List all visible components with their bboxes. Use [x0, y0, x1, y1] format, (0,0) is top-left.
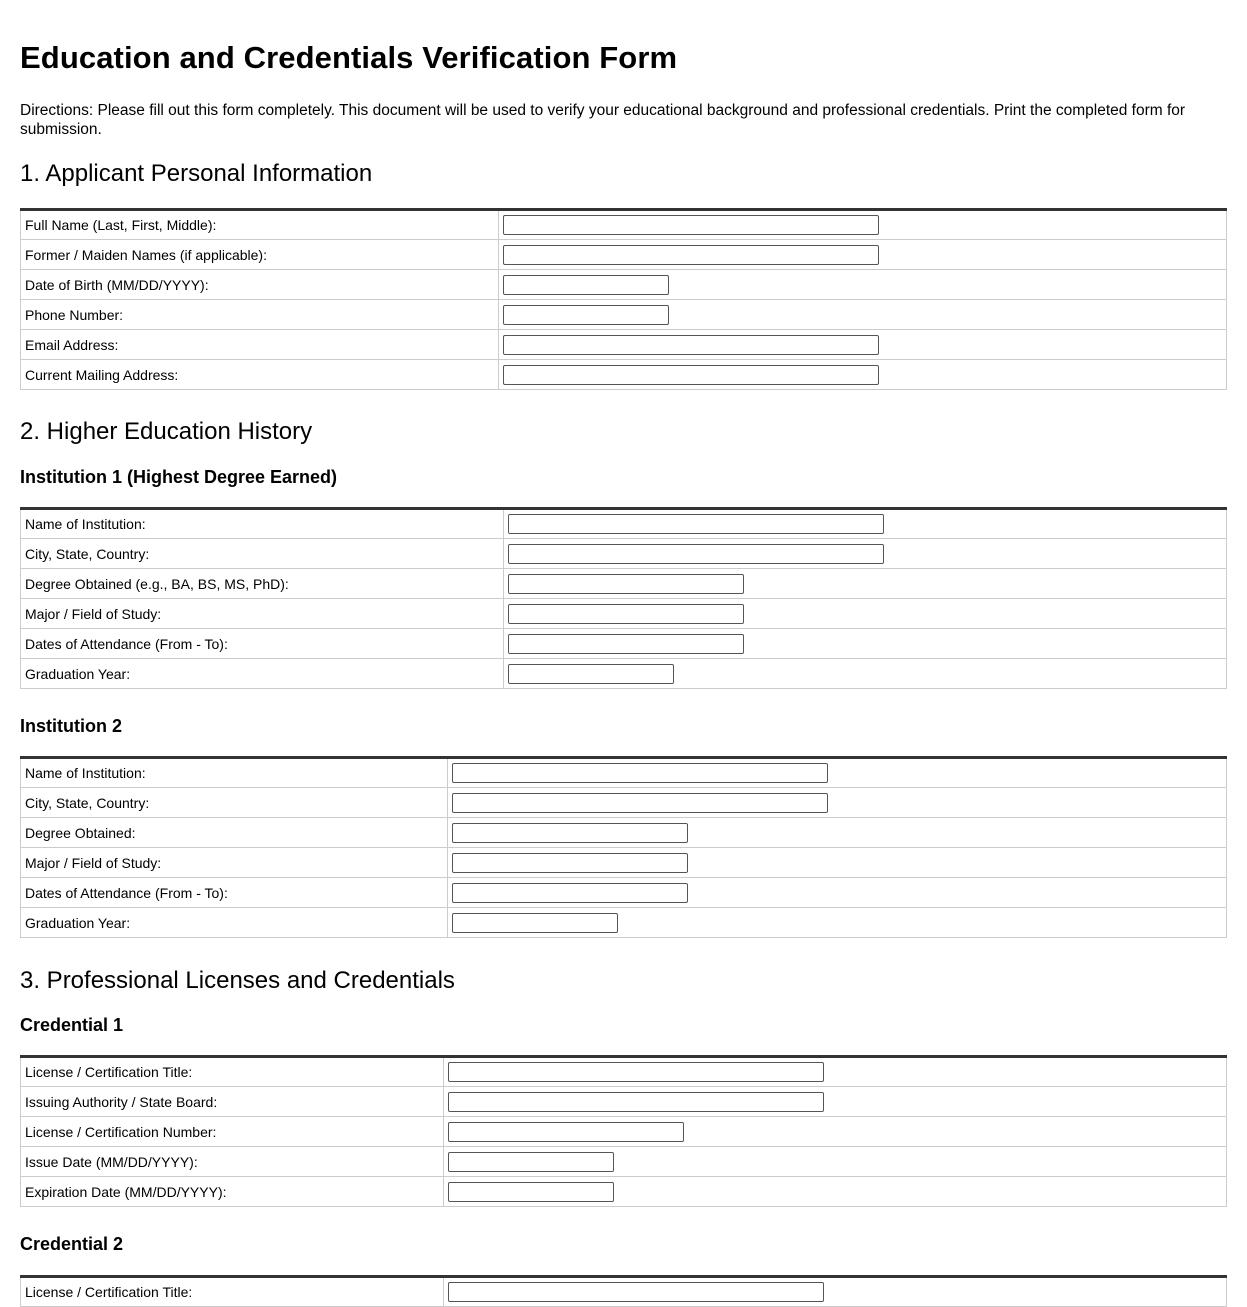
field-label: Name of Institution:: [21, 758, 448, 788]
field-label: Major / Field of Study:: [21, 848, 448, 878]
field-label: Phone Number:: [21, 300, 499, 330]
field-cell: [448, 908, 1227, 938]
field-cell: [499, 330, 1227, 360]
field-label: Major / Field of Study:: [21, 599, 504, 629]
text-input[interactable]: [503, 215, 879, 235]
field-cell: [444, 1177, 1227, 1207]
applicant-info-table: [20, 208, 1227, 390]
field-label: City, State, Country:: [21, 539, 504, 569]
field-label: Date of Birth (MM/DD/YYYY):: [21, 270, 499, 300]
directions-text: Directions: Please fill out this form completely. This document will be used to verify your educational background and professional credentials. Print the completed form for submission.: [20, 102, 1186, 138]
field-cell: [444, 1087, 1227, 1117]
field-cell: [504, 629, 1227, 659]
text-input[interactable]: [508, 544, 884, 564]
field-label: Graduation Year:: [21, 908, 448, 938]
field-cell: [504, 539, 1227, 569]
text-input[interactable]: [452, 793, 828, 813]
form-row: [21, 1277, 1227, 1307]
institution-2-table: [20, 756, 1227, 938]
text-input[interactable]: [448, 1062, 824, 1082]
field-label: City, State, Country:: [21, 788, 448, 818]
field-label: Name of Institution:: [21, 509, 504, 539]
institution-1-heading: Institution 1 (Highest Degree Earned): [20, 467, 338, 487]
field-cell: [448, 758, 1227, 788]
field-cell: [504, 509, 1227, 539]
text-input[interactable]: [503, 305, 669, 325]
text-input[interactable]: [503, 245, 879, 265]
form-row: [21, 758, 1227, 788]
text-input[interactable]: [503, 365, 879, 385]
text-input[interactable]: [452, 853, 688, 873]
form-row: [21, 1147, 1227, 1177]
text-input[interactable]: [448, 1182, 614, 1202]
field-cell: [444, 1277, 1227, 1307]
field-cell: [444, 1147, 1227, 1177]
form-row: [21, 818, 1227, 848]
field-cell: [499, 210, 1227, 240]
page-title: Education and Credentials Verification Form: [20, 40, 678, 75]
section-heading-education: 2. Higher Education History: [20, 418, 313, 445]
text-input[interactable]: [448, 1282, 824, 1302]
field-cell: [499, 360, 1227, 390]
field-label: Former / Maiden Names (if applicable):: [21, 240, 499, 270]
field-label: Full Name (Last, First, Middle):: [21, 210, 499, 240]
field-label: Issue Date (MM/DD/YYYY):: [21, 1147, 444, 1177]
field-cell: [504, 599, 1227, 629]
form-row: [21, 1057, 1227, 1087]
text-input[interactable]: [452, 823, 688, 843]
form-row: [21, 908, 1227, 938]
form-row: [21, 270, 1227, 300]
text-input[interactable]: [452, 763, 828, 783]
text-input[interactable]: [508, 604, 744, 624]
field-cell: [504, 569, 1227, 599]
credential-2-heading: Credential 2: [20, 1234, 124, 1254]
text-input[interactable]: [508, 664, 674, 684]
form-row: [21, 569, 1227, 599]
field-label: Degree Obtained:: [21, 818, 448, 848]
institution-2-heading: Institution 2: [20, 716, 122, 736]
text-input[interactable]: [503, 275, 669, 295]
form-row: [21, 240, 1227, 270]
text-input[interactable]: [508, 634, 744, 654]
form-row: [21, 360, 1227, 390]
field-label: Dates of Attendance (From - To):: [21, 878, 448, 908]
field-cell: [448, 818, 1227, 848]
form-row: [21, 878, 1227, 908]
field-label: Graduation Year:: [21, 659, 504, 689]
field-label: Issuing Authority / State Board:: [21, 1087, 444, 1117]
field-label: License / Certification Title:: [21, 1057, 444, 1087]
field-cell: [444, 1057, 1227, 1087]
form-row: [21, 599, 1227, 629]
field-cell: [499, 270, 1227, 300]
form-row: [21, 659, 1227, 689]
text-input[interactable]: [452, 883, 688, 903]
field-cell: [499, 300, 1227, 330]
text-input[interactable]: [452, 913, 618, 933]
field-cell: [504, 659, 1227, 689]
field-cell: [448, 788, 1227, 818]
form-row: [21, 788, 1227, 818]
field-label: Dates of Attendance (From - To):: [21, 629, 504, 659]
text-input[interactable]: [503, 335, 879, 355]
field-label: Expiration Date (MM/DD/YYYY):: [21, 1177, 444, 1207]
field-cell: [448, 848, 1227, 878]
form-row: [21, 330, 1227, 360]
field-cell: [448, 878, 1227, 908]
field-cell: [499, 240, 1227, 270]
text-input[interactable]: [448, 1092, 824, 1112]
institution-1-table: [20, 507, 1227, 689]
section-heading-credentials: 3. Professional Licenses and Credentials: [20, 967, 455, 994]
form-row: [21, 509, 1227, 539]
text-input[interactable]: [508, 514, 884, 534]
form-row: [21, 1087, 1227, 1117]
text-input[interactable]: [508, 574, 744, 594]
form-row: [21, 629, 1227, 659]
text-input[interactable]: [448, 1122, 684, 1142]
field-label: Current Mailing Address:: [21, 360, 499, 390]
field-label: License / Certification Number:: [21, 1117, 444, 1147]
credential-1-heading: Credential 1: [20, 1015, 124, 1035]
credential-1-table: [20, 1055, 1227, 1207]
form-row: [21, 210, 1227, 240]
field-cell: [444, 1117, 1227, 1147]
form-row: [21, 539, 1227, 569]
form-row: [21, 1117, 1227, 1147]
form-row: [21, 1177, 1227, 1207]
field-label: License / Certification Title:: [21, 1277, 444, 1307]
field-label: Email Address:: [21, 330, 499, 360]
section-heading-applicant-info: 1. Applicant Personal Information: [20, 160, 373, 187]
form-row: [21, 300, 1227, 330]
credential-2-table: [20, 1275, 1227, 1307]
text-input[interactable]: [448, 1152, 614, 1172]
form-row: [21, 848, 1227, 878]
field-label: Degree Obtained (e.g., BA, BS, MS, PhD):: [21, 569, 504, 599]
